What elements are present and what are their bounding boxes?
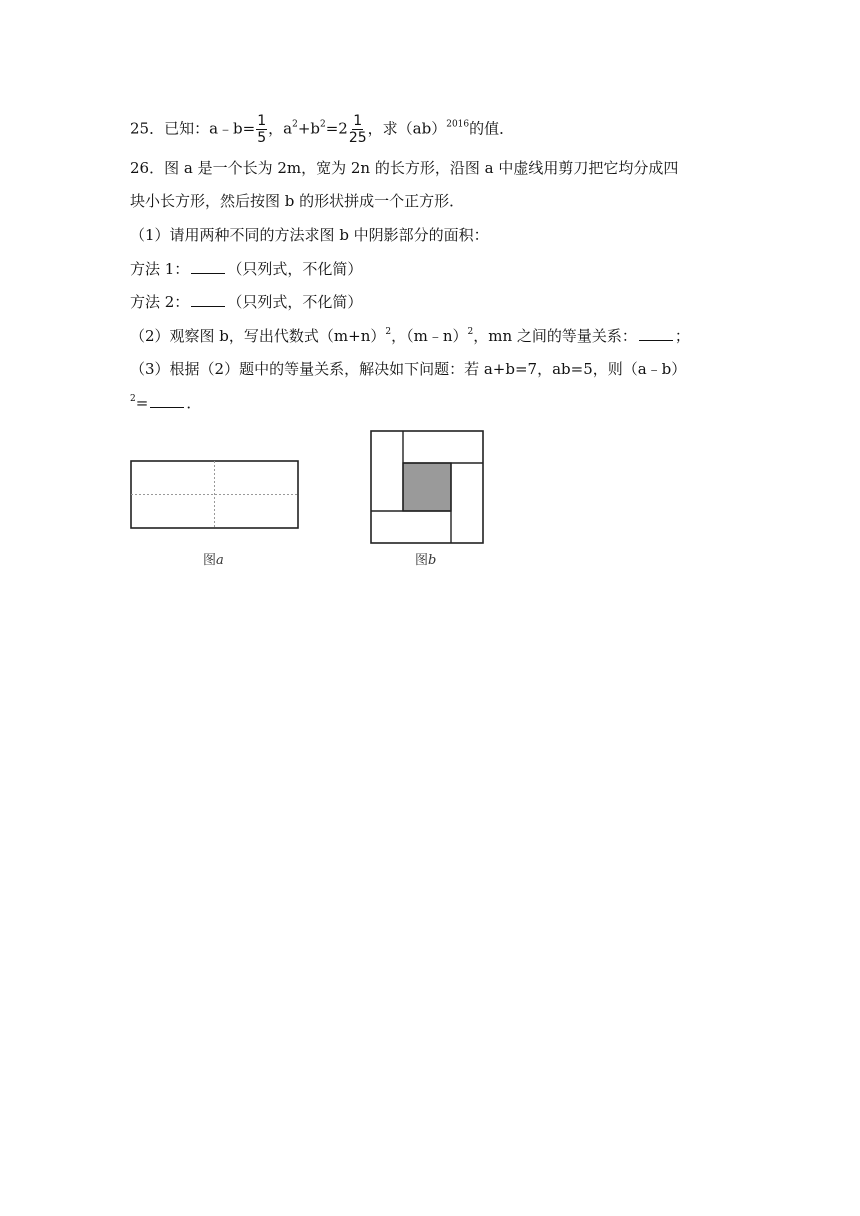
answer-blank-method2[interactable] [191, 292, 225, 307]
question-26-line2: 块小长方形，然后按图 b 的形状拼成一个正方形． [130, 192, 465, 210]
question-26-part1: （1）请用两种不同的方法求图 b 中阴影部分的面积： [130, 226, 489, 244]
figure-b-square [368, 428, 486, 546]
answer-blank-part3[interactable] [150, 393, 184, 408]
question-26-line1: 26．图 a 是一个长为 2m，宽为 2n 的长方形，沿图 a 中虚线用剪刀把它均分成四 [130, 159, 679, 177]
method-2-line: 方法 2： （只列式，不化简） [130, 293, 363, 311]
method-1-line: 方法 1： （只列式，不化简） [130, 260, 363, 278]
question-26-part2: （2）观察图 b，写出代数式$(m+n)^2$，（m﹣n）$^2$，mn 之间的等量关系： ； [130, 327, 690, 345]
figure-b-caption: 图b [415, 553, 437, 568]
question-26-part3-cont: $^2$= ． [130, 394, 202, 412]
answer-blank-part2[interactable] [639, 326, 673, 341]
figure-a-caption: 图a [203, 553, 224, 568]
figure-a-rectangle [128, 458, 304, 534]
answer-blank-method1[interactable] [191, 259, 225, 274]
question-26-part3: （3）根据（2）题中的等量关系，解决如下问题：若 a+b=7，ab=5，则（a﹣b） [130, 360, 687, 378]
question-25: 25．已知：a﹣b= $\frac{1}{5}$ ，$a^2+b^2=2$ $\frac{1}{25}$ ，求（ab）$^{2016}$的值． [130, 113, 515, 146]
fraction-one-twentyfifth: $\frac{1}{25}$ [348, 113, 367, 146]
fraction-one-fifth: $\frac{1}{5}$ [257, 113, 267, 146]
figure-b-shaded-square [403, 463, 451, 511]
